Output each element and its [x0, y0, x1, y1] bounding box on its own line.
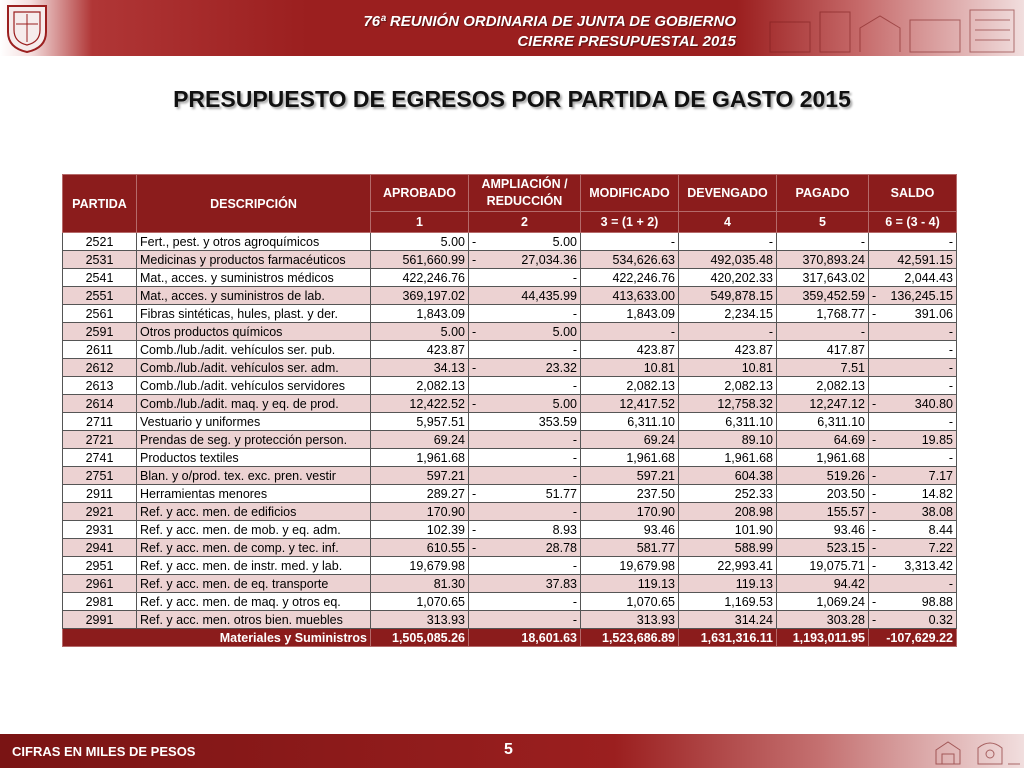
- cell-modificado: 597.21: [581, 467, 679, 485]
- ampliacion-sign: -: [472, 540, 477, 555]
- total-saldo: -107,629.22: [869, 629, 957, 647]
- cell-ampliacion: [469, 467, 581, 485]
- cell-ampliacion: [469, 305, 581, 323]
- saldo-sign: -: [872, 612, 877, 627]
- cell-ampliacion: [469, 395, 581, 413]
- total-devengado: 1,631,316.11: [679, 629, 777, 647]
- header-descripcion: DESCRIPCIÓN: [137, 175, 371, 233]
- cell-saldo: [869, 557, 957, 575]
- table-row: [63, 395, 957, 413]
- total-pagado: 1,193,011.95: [777, 629, 869, 647]
- cell-pagado: 370,893.24: [777, 251, 869, 269]
- cell-descripcion: Comb./lub./adit. maq. y eq. de prod.: [137, 395, 371, 413]
- footer-emblem-icon: [928, 736, 1024, 766]
- subheader-4: 4: [679, 212, 777, 233]
- ampliacion-value: -: [572, 504, 577, 519]
- cell-modificado: 119.13: [581, 575, 679, 593]
- saldo-value: 3,313.42: [904, 558, 953, 573]
- cell-aprobado: 313.93: [371, 611, 469, 629]
- cell-aprobado: 5.00: [371, 323, 469, 341]
- cell-pagado: 203.50: [777, 485, 869, 503]
- cell-saldo: [869, 521, 957, 539]
- header-title: [363, 12, 736, 52]
- cell-modificado: 6,311.10: [581, 413, 679, 431]
- cell-devengado: 492,035.48: [679, 251, 777, 269]
- ampliacion-value: -: [572, 306, 577, 321]
- cell-saldo: [869, 377, 957, 395]
- cell-pagado: 359,452.59: [777, 287, 869, 305]
- ampliacion-value: -: [572, 432, 577, 447]
- saldo-sign: -: [872, 558, 877, 573]
- subheader-6: 6 = (3 - 4): [869, 212, 957, 233]
- cell-ampliacion: [469, 557, 581, 575]
- saldo-value: 7.17: [928, 468, 953, 483]
- cell-devengado: 10.81: [679, 359, 777, 377]
- cell-partida: 2941: [63, 539, 137, 557]
- cell-partida: 2613: [63, 377, 137, 395]
- table-row: [63, 503, 957, 521]
- cell-partida: 2991: [63, 611, 137, 629]
- cell-aprobado: 610.55: [371, 539, 469, 557]
- cell-descripcion: Fert., pest. y otros agroquímicos: [137, 233, 371, 251]
- cell-pagado: 303.28: [777, 611, 869, 629]
- cell-modificado: 423.87: [581, 341, 679, 359]
- cell-saldo: [869, 503, 957, 521]
- cell-ampliacion: [469, 233, 581, 251]
- cell-partida: 2711: [63, 413, 137, 431]
- cell-devengado: 604.38: [679, 467, 777, 485]
- saldo-value: 136,245.15: [890, 288, 953, 303]
- cell-descripcion: Ref. y acc. men. otros bien. muebles: [137, 611, 371, 629]
- cell-partida: 2591: [63, 323, 137, 341]
- cell-saldo: [869, 593, 957, 611]
- cell-partida: 2921: [63, 503, 137, 521]
- cell-saldo: [869, 233, 957, 251]
- cell-modificado: 69.24: [581, 431, 679, 449]
- total-row: [63, 629, 957, 647]
- meeting-title: 76ª REUNIÓN ORDINARIA DE JUNTA DE GOBIERNO: [363, 13, 736, 30]
- saldo-sign: -: [872, 486, 877, 501]
- cell-devengado: 2,082.13: [679, 377, 777, 395]
- cell-partida: 2931: [63, 521, 137, 539]
- ampliacion-value: 37.83: [545, 576, 577, 591]
- cell-descripcion: Mat., acces. y suministros médicos: [137, 269, 371, 287]
- cell-pagado: 1,069.24: [777, 593, 869, 611]
- cell-pagado: 523.15: [777, 539, 869, 557]
- cell-aprobado: 369,197.02: [371, 287, 469, 305]
- saldo-value: 8.44: [928, 522, 953, 537]
- table-row: [63, 359, 957, 377]
- saldo-value: 7.22: [928, 540, 953, 555]
- cell-saldo: [869, 413, 957, 431]
- page-title: PRESUPUESTO DE EGRESOS POR PARTIDA DE GASTO 2015: [173, 86, 851, 112]
- table-row: [63, 305, 957, 323]
- cell-saldo: [869, 395, 957, 413]
- cell-ampliacion: [469, 539, 581, 557]
- saldo-value: -: [948, 576, 953, 591]
- ampliacion-value: 23.32: [545, 360, 577, 375]
- cell-partida: 2961: [63, 575, 137, 593]
- cell-modificado: 12,417.52: [581, 395, 679, 413]
- saldo-value: 391.06: [914, 306, 953, 321]
- cell-modificado: 1,843.09: [581, 305, 679, 323]
- cell-saldo: [869, 431, 957, 449]
- cell-saldo: [869, 287, 957, 305]
- subheader-3: 3 = (1 + 2): [581, 212, 679, 233]
- cell-saldo: [869, 575, 957, 593]
- cell-ampliacion: [469, 377, 581, 395]
- cell-devengado: 549,878.15: [679, 287, 777, 305]
- cell-pagado: 93.46: [777, 521, 869, 539]
- table-row: [63, 485, 957, 503]
- table-row: [63, 575, 957, 593]
- cell-ampliacion: [469, 431, 581, 449]
- saldo-value: -: [948, 324, 953, 339]
- cell-partida: 2614: [63, 395, 137, 413]
- cell-devengado: 423.87: [679, 341, 777, 359]
- total-modificado: 1,523,686.89: [581, 629, 679, 647]
- cell-saldo: [869, 485, 957, 503]
- header-partida: PARTIDA: [63, 175, 137, 233]
- cell-descripcion: Blan. y o/prod. tex. exc. pren. vestir: [137, 467, 371, 485]
- cell-devengado: -: [679, 323, 777, 341]
- cell-partida: 2612: [63, 359, 137, 377]
- ampliacion-value: -: [572, 378, 577, 393]
- cell-ampliacion: [469, 269, 581, 287]
- saldo-value: 42,591.15: [897, 252, 953, 267]
- cell-devengado: 2,234.15: [679, 305, 777, 323]
- cell-aprobado: 5,957.51: [371, 413, 469, 431]
- table-row: [63, 593, 957, 611]
- cell-devengado: 12,758.32: [679, 395, 777, 413]
- cell-aprobado: 289.27: [371, 485, 469, 503]
- cell-partida: 2561: [63, 305, 137, 323]
- saldo-value: -: [948, 378, 953, 393]
- ampliacion-value: -: [572, 450, 577, 465]
- saldo-value: 340.80: [914, 396, 953, 411]
- cell-aprobado: 34.13: [371, 359, 469, 377]
- cell-descripcion: Ref. y acc. men. de comp. y tec. inf.: [137, 539, 371, 557]
- footer-note: CIFRAS EN MILES DE PESOS: [12, 744, 196, 759]
- cell-aprobado: 12,422.52: [371, 395, 469, 413]
- ampliacion-value: 353.59: [538, 414, 577, 429]
- cell-ampliacion: [469, 449, 581, 467]
- cell-descripcion: Ref. y acc. men. de mob. y eq. adm.: [137, 521, 371, 539]
- cell-pagado: 7.51: [777, 359, 869, 377]
- cell-aprobado: 5.00: [371, 233, 469, 251]
- budget-table: [62, 174, 957, 647]
- saldo-value: -: [948, 450, 953, 465]
- cell-devengado: 420,202.33: [679, 269, 777, 287]
- table-row: [63, 251, 957, 269]
- ampliacion-value: -: [572, 270, 577, 285]
- cell-devengado: 588.99: [679, 539, 777, 557]
- cell-modificado: -: [581, 233, 679, 251]
- subheader-5: 5: [777, 212, 869, 233]
- table-row: [63, 341, 957, 359]
- total-label: Materiales y Suministros: [63, 629, 371, 647]
- cell-ampliacion: [469, 485, 581, 503]
- cell-partida: 2611: [63, 341, 137, 359]
- ampliacion-value: 28.78: [545, 540, 577, 555]
- saldo-sign: -: [872, 522, 877, 537]
- ampliacion-value: 5.00: [552, 234, 577, 249]
- cell-aprobado: 1,843.09: [371, 305, 469, 323]
- cell-devengado: 6,311.10: [679, 413, 777, 431]
- saldo-value: 98.88: [921, 594, 953, 609]
- cell-partida: 2521: [63, 233, 137, 251]
- cell-ampliacion: [469, 287, 581, 305]
- cell-partida: 2981: [63, 593, 137, 611]
- table-row: [63, 233, 957, 251]
- cell-modificado: 10.81: [581, 359, 679, 377]
- table-row: [63, 413, 957, 431]
- cell-saldo: [869, 305, 957, 323]
- cell-devengado: 89.10: [679, 431, 777, 449]
- cell-partida: 2741: [63, 449, 137, 467]
- total-aprobado: 1,505,085.26: [371, 629, 469, 647]
- table-row: [63, 269, 957, 287]
- cell-ampliacion: [469, 503, 581, 521]
- cell-aprobado: 422,246.76: [371, 269, 469, 287]
- saldo-value: -: [948, 360, 953, 375]
- cell-descripcion: Fibras sintéticas, hules, plast. y der.: [137, 305, 371, 323]
- cell-descripcion: Ref. y acc. men. de instr. med. y lab.: [137, 557, 371, 575]
- cell-pagado: 1,961.68: [777, 449, 869, 467]
- saldo-sign: -: [872, 540, 877, 555]
- ampliacion-sign: -: [472, 486, 477, 501]
- cell-aprobado: 1,070.65: [371, 593, 469, 611]
- cell-pagado: 519.26: [777, 467, 869, 485]
- cell-ampliacion: [469, 413, 581, 431]
- subheader-2: 2: [469, 212, 581, 233]
- saldo-sign: -: [872, 306, 877, 321]
- cell-pagado: 155.57: [777, 503, 869, 521]
- ampliacion-value: 5.00: [552, 324, 577, 339]
- cell-modificado: 313.93: [581, 611, 679, 629]
- cell-partida: 2951: [63, 557, 137, 575]
- cell-aprobado: 423.87: [371, 341, 469, 359]
- cell-descripcion: Comb./lub./adit. vehículos ser. pub.: [137, 341, 371, 359]
- cell-ampliacion: [469, 323, 581, 341]
- table-row: [63, 431, 957, 449]
- ampliacion-value: 44,435.99: [521, 288, 577, 303]
- cell-modificado: 413,633.00: [581, 287, 679, 305]
- cell-aprobado: 561,660.99: [371, 251, 469, 269]
- cell-saldo: [869, 449, 957, 467]
- cell-ampliacion: [469, 359, 581, 377]
- table-row: [63, 323, 957, 341]
- cell-devengado: 119.13: [679, 575, 777, 593]
- header-saldo: SALDO: [869, 175, 957, 212]
- cell-saldo: [869, 251, 957, 269]
- ampliacion-sign: -: [472, 324, 477, 339]
- cell-descripcion: Productos textiles: [137, 449, 371, 467]
- cell-pagado: -: [777, 323, 869, 341]
- cell-saldo: [869, 323, 957, 341]
- cell-saldo: [869, 611, 957, 629]
- cell-ampliacion: [469, 593, 581, 611]
- cell-aprobado: 1,961.68: [371, 449, 469, 467]
- cell-pagado: 6,311.10: [777, 413, 869, 431]
- cell-modificado: 1,070.65: [581, 593, 679, 611]
- cell-partida: 2721: [63, 431, 137, 449]
- table-row: [63, 611, 957, 629]
- ampliacion-value: -: [572, 342, 577, 357]
- cell-descripcion: Comb./lub./adit. vehículos ser. adm.: [137, 359, 371, 377]
- cell-ampliacion: [469, 251, 581, 269]
- cell-devengado: 314.24: [679, 611, 777, 629]
- cell-pagado: 2,082.13: [777, 377, 869, 395]
- page-number: 5: [504, 741, 513, 758]
- header-devengado: DEVENGADO: [679, 175, 777, 212]
- ampliacion-value: -: [572, 468, 577, 483]
- saldo-sign: -: [872, 594, 877, 609]
- cell-aprobado: 102.39: [371, 521, 469, 539]
- cell-saldo: [869, 341, 957, 359]
- saldo-value: 2,044.43: [904, 270, 953, 285]
- saldo-sign: -: [872, 396, 877, 411]
- cell-modificado: 237.50: [581, 485, 679, 503]
- cell-modificado: 170.90: [581, 503, 679, 521]
- building-illustration-icon: [760, 2, 1024, 54]
- cell-aprobado: 170.90: [371, 503, 469, 521]
- saldo-sign: -: [872, 288, 877, 303]
- cell-ampliacion: [469, 341, 581, 359]
- table-row: [63, 287, 957, 305]
- table-row: [63, 539, 957, 557]
- ampliacion-value: -: [572, 558, 577, 573]
- subheader-1: 1: [371, 212, 469, 233]
- header-pagado: PAGADO: [777, 175, 869, 212]
- ampliacion-value: 5.00: [552, 396, 577, 411]
- ampliacion-value: 27,034.36: [521, 252, 577, 267]
- cell-ampliacion: [469, 521, 581, 539]
- cell-pagado: 417.87: [777, 341, 869, 359]
- table-row: [63, 449, 957, 467]
- cell-modificado: 93.46: [581, 521, 679, 539]
- cell-pagado: -: [777, 233, 869, 251]
- cell-modificado: 19,679.98: [581, 557, 679, 575]
- cell-pagado: 19,075.71: [777, 557, 869, 575]
- cell-saldo: [869, 269, 957, 287]
- saldo-value: -: [948, 234, 953, 249]
- cell-aprobado: 19,679.98: [371, 557, 469, 575]
- cell-partida: 2551: [63, 287, 137, 305]
- cell-devengado: 208.98: [679, 503, 777, 521]
- cell-devengado: -: [679, 233, 777, 251]
- cell-aprobado: 2,082.13: [371, 377, 469, 395]
- cell-pagado: 317,643.02: [777, 269, 869, 287]
- ampliacion-sign: -: [472, 360, 477, 375]
- cell-devengado: 1,169.53: [679, 593, 777, 611]
- ampliacion-sign: -: [472, 252, 477, 267]
- saldo-value: 14.82: [921, 486, 953, 501]
- cell-aprobado: 69.24: [371, 431, 469, 449]
- cell-devengado: 101.90: [679, 521, 777, 539]
- cell-modificado: -: [581, 323, 679, 341]
- table-row: [63, 467, 957, 485]
- ampliacion-sign: -: [472, 234, 477, 249]
- cell-pagado: 12,247.12: [777, 395, 869, 413]
- cell-pagado: 94.42: [777, 575, 869, 593]
- table-body: [63, 233, 957, 629]
- table-row: [63, 557, 957, 575]
- ampliacion-value: -: [572, 612, 577, 627]
- cell-modificado: 534,626.63: [581, 251, 679, 269]
- cell-ampliacion: [469, 575, 581, 593]
- cell-descripcion: Prendas de seg. y protección person.: [137, 431, 371, 449]
- cell-modificado: 581.77: [581, 539, 679, 557]
- saldo-value: 0.32: [928, 612, 953, 627]
- cell-descripcion: Mat., acces. y suministros de lab.: [137, 287, 371, 305]
- cell-aprobado: 81.30: [371, 575, 469, 593]
- cell-pagado: 1,768.77: [777, 305, 869, 323]
- cell-saldo: [869, 359, 957, 377]
- saldo-value: -: [948, 414, 953, 429]
- cell-descripcion: Medicinas y productos farmacéuticos: [137, 251, 371, 269]
- university-logo-icon: [4, 2, 50, 54]
- cell-descripcion: Ref. y acc. men. de maq. y otros eq.: [137, 593, 371, 611]
- table-row: [63, 377, 957, 395]
- cell-saldo: [869, 467, 957, 485]
- saldo-value: -: [948, 342, 953, 357]
- ampliacion-sign: -: [472, 522, 477, 537]
- cell-descripcion: Comb./lub./adit. vehículos servidores: [137, 377, 371, 395]
- header-ampliacion: AMPLIACIÓN / REDUCCIÓN: [469, 175, 581, 212]
- cell-descripcion: Vestuario y uniformes: [137, 413, 371, 431]
- cell-descripcion: Otros productos químicos: [137, 323, 371, 341]
- cell-descripcion: Ref. y acc. men. de edificios: [137, 503, 371, 521]
- header-aprobado: APROBADO: [371, 175, 469, 212]
- cell-descripcion: Ref. y acc. men. de eq. transporte: [137, 575, 371, 593]
- cell-partida: 2911: [63, 485, 137, 503]
- cell-saldo: [869, 539, 957, 557]
- ampliacion-sign: -: [472, 396, 477, 411]
- ampliacion-value: 8.93: [552, 522, 577, 537]
- cell-partida: 2541: [63, 269, 137, 287]
- total-ampliacion: 18,601.63: [469, 629, 581, 647]
- meeting-subtitle: CIERRE PRESUPUESTAL 2015: [517, 33, 736, 50]
- cell-pagado: 64.69: [777, 431, 869, 449]
- cell-descripcion: Herramientas menores: [137, 485, 371, 503]
- table-row: [63, 521, 957, 539]
- cell-modificado: 2,082.13: [581, 377, 679, 395]
- cell-devengado: 252.33: [679, 485, 777, 503]
- saldo-sign: -: [872, 468, 877, 483]
- header-modificado: MODIFICADO: [581, 175, 679, 212]
- cell-devengado: 1,961.68: [679, 449, 777, 467]
- ampliacion-value: 51.77: [545, 486, 577, 501]
- cell-modificado: 1,961.68: [581, 449, 679, 467]
- cell-partida: 2751: [63, 467, 137, 485]
- saldo-sign: -: [872, 504, 877, 519]
- cell-aprobado: 597.21: [371, 467, 469, 485]
- ampliacion-value: -: [572, 594, 577, 609]
- saldo-sign: -: [872, 432, 877, 447]
- saldo-value: 38.08: [921, 504, 953, 519]
- cell-devengado: 22,993.41: [679, 557, 777, 575]
- cell-modificado: 422,246.76: [581, 269, 679, 287]
- cell-partida: 2531: [63, 251, 137, 269]
- cell-ampliacion: [469, 611, 581, 629]
- saldo-value: 19.85: [921, 432, 953, 447]
